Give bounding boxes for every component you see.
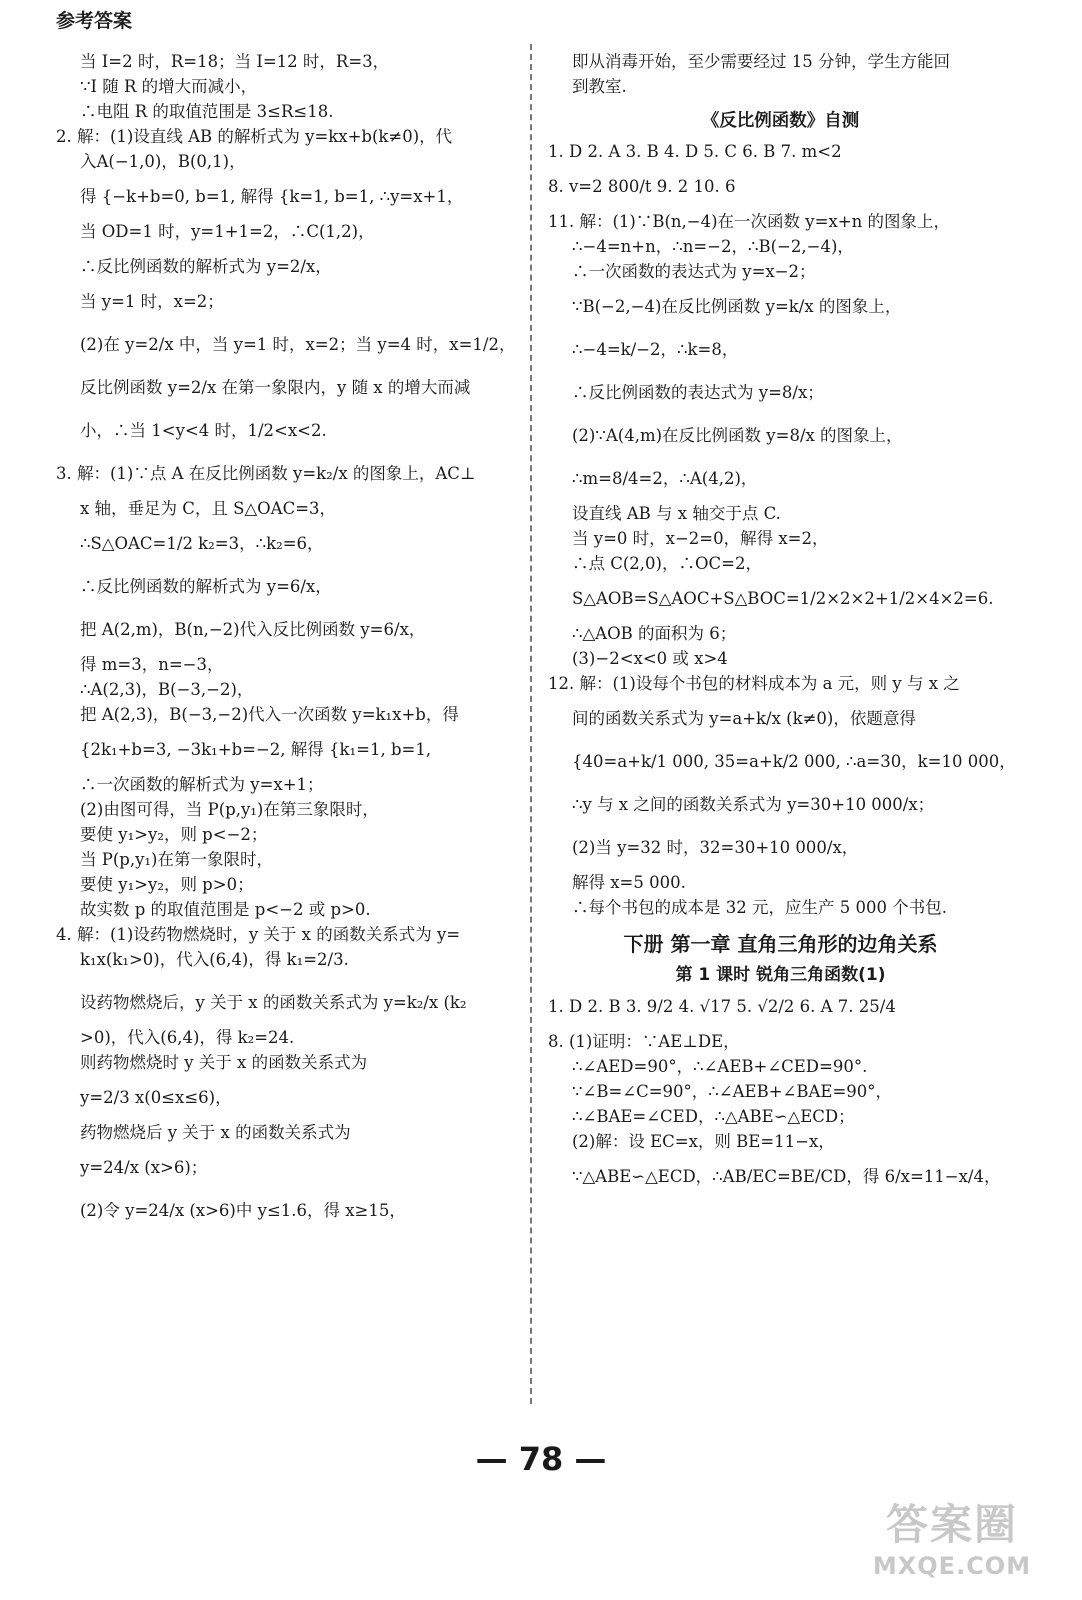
answer-line: (2)令 y=24/x (x>6)中 y≤1.6，得 x≥15， [80, 1201, 406, 1220]
section-heading: 第 1 课时 锐角三角函数(1) [675, 965, 886, 986]
answer-line: 要使 y₁>y₂，则 p<−2； [80, 825, 268, 844]
watermark-top-text: 答案圈 [885, 1500, 1018, 1549]
answer-line: 即从消毒开始，至少需要经过 15 分钟，学生方能回 [572, 52, 950, 71]
answer-line: 3. 解：(1)∵点 A 在反比例函数 y=k₂/x 的图象上，AC⊥ [56, 464, 476, 483]
answer-line: x 轴，垂足为 C，且 S△OAC=3， [80, 499, 337, 518]
answer-line: ∴反比例函数的解析式为 y=6/x， [80, 577, 332, 596]
answer-line: ∴S△OAC=1/2 k₂=3，∴k₂=6， [80, 534, 324, 553]
answer-line: 8. (1)证明：∵AE⊥DE， [548, 1031, 740, 1051]
answer-line: ∵∠B=∠C=90°，∴∠AEB+∠BAE=90°， [572, 1081, 893, 1101]
answer-line: 2. 解：(1)设直线 AB 的解析式为 y=kx+b(k≠0)，代 [56, 127, 453, 146]
section-heading: 下册 第一章 直角三角形的边角关系 [623, 932, 938, 957]
answer-line: {2k₁+b=3, −3k₁+b=−2, 解得 {k₁=1, b=1, [80, 740, 432, 759]
answer-line: ∴反比例函数的表达式为 y=8/x； [572, 383, 824, 403]
answer-line: (2)∵A(4,m)在反比例函数 y=8/x 的图象上， [572, 426, 903, 446]
section-heading: 《反比例函数》自测 [701, 111, 860, 131]
answer-line: 把 A(2,m)，B(n,−2)代入反比例函数 y=6/x， [80, 620, 426, 639]
watermark-logo [852, 1492, 1052, 1582]
answer-line: ∴每个书包的成本是 32 元，应生产 5 000 个书包. [572, 898, 947, 918]
answer-line: 小，∴当 1<y<4 时，1/2<x<2. [80, 421, 327, 440]
answer-line: (3)−2<x<0 或 x>4 [572, 649, 728, 669]
answer-line: ∵I 随 R 的增大而减小， [80, 77, 258, 96]
answer-line: 入A(−1,0)，B(0,1)， [80, 152, 246, 171]
right-column [548, 50, 1016, 1190]
answer-line: ∴反比例函数的解析式为 y=2/x， [80, 257, 332, 276]
answer-line: ∴−4=n+n，∴n=−2，∴B(−2,−4)， [572, 237, 854, 257]
answer-line: 11. 解：(1)∵B(n,−4)在一次函数 y=x+n 的图象上， [548, 212, 950, 232]
answer-line: 把 A(2,3)，B(−3,−2)代入一次函数 y=k₁x+b，得 [80, 705, 459, 724]
answer-line: 4. 解：(1)设药物燃烧时，y 关于 x 的函数关系式为 y= [56, 925, 461, 944]
answer-line: 1. D 2. A 3. B 4. D 5. C 6. B 7. m<2 [548, 142, 842, 162]
answer-line: 间的函数关系式为 y=a+k/x (k≠0)，依题意得 [572, 709, 916, 729]
answer-line: 到教室. [572, 77, 627, 96]
answer-line: 当 I=2 时，R=18；当 I=12 时，R=3， [80, 52, 390, 71]
column-divider [530, 44, 532, 1404]
answer-line: 当 y=1 时，x=2； [80, 292, 224, 311]
answer-line: 得 {−k+b=0, b=1, 解得 {k=1, b=1, ∴y=x+1， [80, 187, 464, 206]
answer-line: ∴m=8/4=2，∴A(4,2)， [572, 469, 758, 489]
answer-line: ∴一次函数的表达式为 y=x−2； [572, 262, 816, 282]
page-number: — 78 — [475, 1440, 607, 1478]
answer-line: ∴∠AED=90°，∴∠AEB+∠CED=90°. [572, 1056, 868, 1076]
answer-line: 1. D 2. B 3. 9/2 4. √17 5. √2/2 6. A 7. 25/4 [548, 996, 896, 1016]
answer-line: 反比例函数 y=2/x 在第一象限内，y 随 x 的增大而减 [80, 378, 471, 397]
watermark-bottom-text: MXQE.COM [872, 1552, 1032, 1580]
answer-line: (2)解：设 EC=x，则 BE=11−x， [572, 1131, 835, 1151]
answer-line: 12. 解：(1)设每个书包的材料成本为 a 元，则 y 与 x 之 [548, 674, 960, 694]
answer-line: ∴−4=k/−2，∴k=8， [572, 340, 739, 360]
answer-line: 当 OD=1 时，y=1+1=2，∴C(1,2)， [80, 222, 375, 241]
page-header-title: 参考答案 [56, 10, 133, 32]
answer-line: S△AOB=S△AOC+S△BOC=1/2×2×2+1/2×4×2=6. [572, 589, 994, 609]
answer-line: ∴点 C(2,0)，∴OC=2， [572, 554, 762, 574]
answer-line: y=2/3 x(0≤x≤6)， [80, 1088, 232, 1107]
answer-line: k₁x(k₁>0)，代入(6,4)，得 k₁=2/3. [80, 950, 349, 969]
answer-line: ∵B(−2,−4)在反比例函数 y=k/x 的图象上， [572, 297, 902, 317]
answer-line: (2)当 y=32 时，32=30+10 000/x， [572, 838, 859, 858]
answer-line: >0)，代入(6,4)，得 k₂=24. [80, 1028, 295, 1047]
answer-line: ∴电阻 R 的取值范围是 3≤R≤18. [80, 102, 334, 121]
answer-line: 设直线 AB 与 x 轴交于点 C. [572, 504, 781, 524]
answer-line: 8. v=2 800/t 9. 2 10. 6 [548, 177, 736, 197]
answer-line: 则药物燃烧时 y 关于 x 的函数关系式为 [80, 1053, 368, 1072]
answer-line: {40=a+k/1 000, 35=a+k/2 000, ∴a=30，k=10 000， [572, 752, 1016, 772]
answer-line: 药物燃烧后 y 关于 x 的函数关系式为 [80, 1123, 351, 1142]
answer-line: ∵△ABE∽△ECD，∴AB/EC=BE/CD，得 6/x=11−x/4， [572, 1166, 1001, 1186]
answer-line: ∴△AOB 的面积为 6； [572, 624, 737, 644]
answer-line: 解得 x=5 000. [572, 873, 686, 893]
answer-line: 当 P(p,y₁)在第一象限时， [80, 850, 273, 869]
answer-line: y=24/x (x>6)； [80, 1158, 208, 1177]
answer-line: 设药物燃烧后，y 关于 x 的函数关系式为 y=k₂/x (k₂ [80, 993, 467, 1012]
answer-line: ∴∠BAE=∠CED，∴△ABE∽△ECD； [572, 1106, 855, 1126]
answer-line: ∴y 与 x 之间的函数关系式为 y=30+10 000/x； [572, 795, 935, 815]
answer-line: 当 y=0 时，x−2=0，解得 x=2， [572, 529, 829, 549]
answer-line: (2)由图可得，当 P(p,y₁)在第三象限时， [80, 800, 379, 819]
answer-line: 得 m=3，n=−3， [80, 655, 224, 674]
left-column [56, 50, 516, 1224]
answer-line: 要使 y₁>y₂，则 p>0； [80, 875, 254, 894]
answer-line: 故实数 p 的取值范围是 p<−2 或 p>0. [80, 900, 371, 919]
answer-line: ∴A(2,3)，B(−3,−2)， [80, 680, 254, 699]
answer-line: (2)在 y=2/x 中，当 y=1 时，x=2；当 y=4 时，x=1/2， [80, 335, 516, 354]
answer-line: ∴一次函数的解析式为 y=x+1； [80, 775, 324, 794]
